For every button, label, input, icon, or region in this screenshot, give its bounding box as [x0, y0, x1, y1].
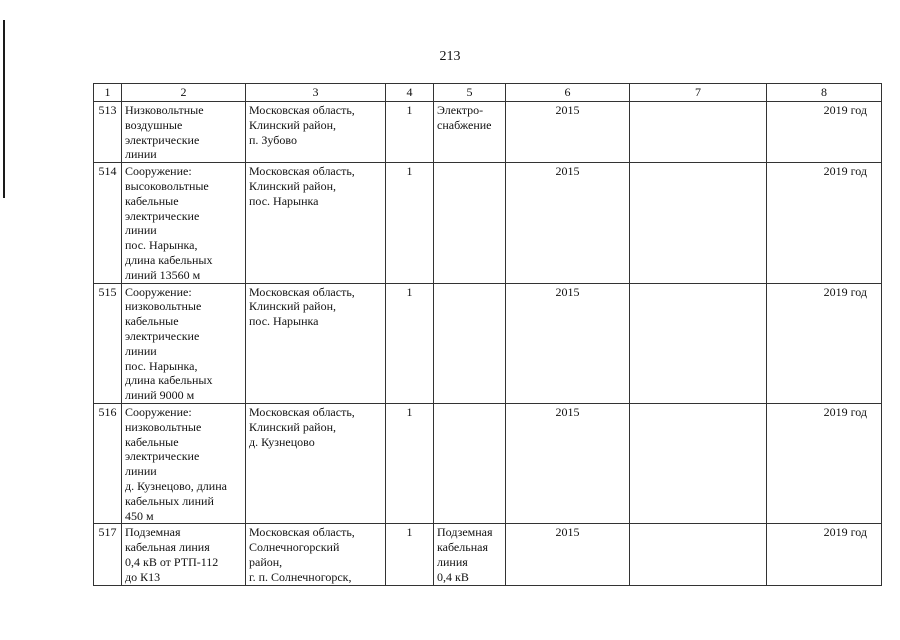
year-cell: 2015: [506, 102, 630, 163]
column-header: 1: [94, 84, 122, 102]
row-number-cell: 514: [94, 163, 122, 283]
purpose-cell: Подземная кабельная линия 0,4 кВ: [434, 524, 506, 585]
table-header-row: [94, 84, 882, 102]
registry-table: [93, 83, 882, 586]
column-header: 8: [767, 84, 882, 102]
column-7-cell: [630, 283, 767, 403]
column-7-cell: [630, 163, 767, 283]
row-number-cell: 516: [94, 403, 122, 523]
purpose-cell: [434, 403, 506, 523]
year-cell: 2015: [506, 283, 630, 403]
column-header: 7: [630, 84, 767, 102]
year-cell: 2015: [506, 403, 630, 523]
column-7-cell: [630, 102, 767, 163]
quantity-cell: 1: [386, 403, 434, 523]
year-cell: 2015: [506, 163, 630, 283]
table-row: [94, 283, 882, 403]
table-row: [94, 102, 882, 163]
column-header: 2: [122, 84, 246, 102]
object-name-cell: Сооружение: высоковольтные кабельные электрические линии пос. Нарынка, длина кабельных линий 13560 м: [122, 163, 246, 283]
address-cell: Московская область, Клинский район, пос. Нарынка: [246, 283, 386, 403]
address-cell: Московская область, Клинский район, п. Зубово: [246, 102, 386, 163]
column-header: 3: [246, 84, 386, 102]
column-header: 4: [386, 84, 434, 102]
column-header: 5: [434, 84, 506, 102]
table-row: [94, 524, 882, 585]
address-cell: Московская область, Клинский район, д. Кузнецово: [246, 403, 386, 523]
term-cell: 2019 год: [767, 403, 882, 523]
table-row: [94, 403, 882, 523]
object-name-cell: Низковольтные воздушные электрические линии: [122, 102, 246, 163]
purpose-cell: Электро- снабжение: [434, 102, 506, 163]
page-number: 213: [439, 49, 461, 64]
quantity-cell: 1: [386, 283, 434, 403]
table-row: [94, 163, 882, 283]
row-number-cell: 513: [94, 102, 122, 163]
term-cell: 2019 год: [767, 524, 882, 585]
column-header: 6: [506, 84, 630, 102]
year-cell: 2015: [506, 524, 630, 585]
purpose-cell: [434, 283, 506, 403]
term-cell: 2019 год: [767, 283, 882, 403]
column-7-cell: [630, 403, 767, 523]
quantity-cell: 1: [386, 524, 434, 585]
row-number-cell: 515: [94, 283, 122, 403]
term-cell: 2019 год: [767, 102, 882, 163]
term-cell: 2019 год: [767, 163, 882, 283]
object-name-cell: Подземная кабельная линия 0,4 кВ от РТП-112 до К13: [122, 524, 246, 585]
quantity-cell: 1: [386, 163, 434, 283]
object-name-cell: Сооружение: низковольтные кабельные электрические линии д. Кузнецово, длина кабельных линий 450 м: [122, 403, 246, 523]
object-name-cell: Сооружение: низковольтные кабельные электрические линии пос. Нарынка, длина кабельных линий 9000 м: [122, 283, 246, 403]
column-7-cell: [630, 524, 767, 585]
quantity-cell: 1: [386, 102, 434, 163]
address-cell: Московская область, Клинский район, пос. Нарынка: [246, 163, 386, 283]
margin-binding-line: [3, 20, 5, 198]
row-number-cell: 517: [94, 524, 122, 585]
purpose-cell: [434, 163, 506, 283]
address-cell: Московская область, Солнечногорский район, г. п. Солнечногорск,: [246, 524, 386, 585]
